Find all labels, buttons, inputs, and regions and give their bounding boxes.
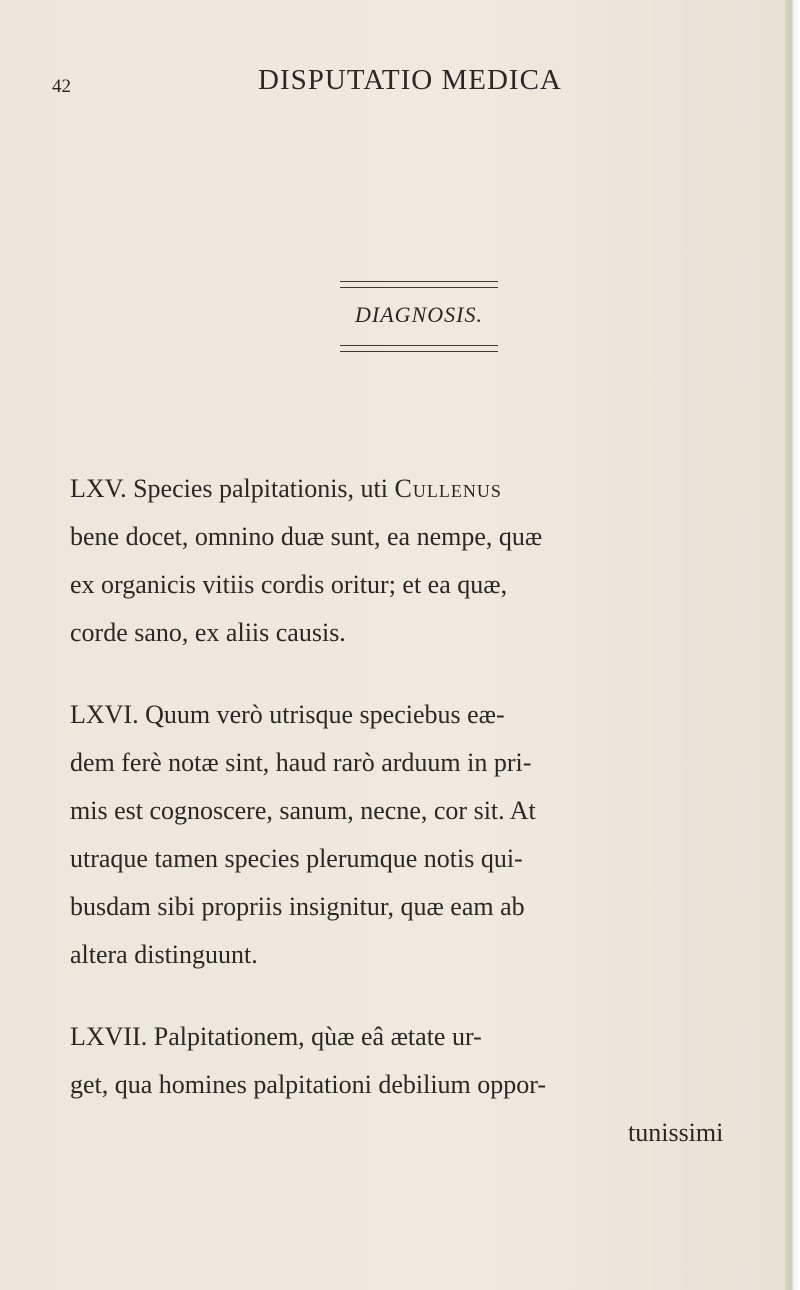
paragraph-lxv-line-1 (70, 474, 502, 504)
page-edge (785, 0, 800, 1290)
paragraph-lxv-line-1-text: LXV. Species palpitationis, uti (70, 474, 395, 503)
title-rule-bottom-inner (340, 345, 498, 346)
paragraph-lxvii-line-2: get, qua homines palpitationi debilium oppor- (70, 1070, 547, 1099)
paragraph-lxvi-line-2: dem ferè notæ sint, haud rarò arduum in pri- (70, 748, 532, 777)
title-rule-top (340, 281, 498, 282)
paragraph-lxvi-line-4: utraque tamen species plerumque notis qui- (70, 844, 523, 873)
paragraph-lxvii-line-1: LXVII. Palpitationem, qùæ eâ ætate ur- (70, 1022, 482, 1051)
paragraph-lxvi-line-1: LXVI. Quum verò utrisque speciebus eæ- (70, 700, 505, 729)
catchword: tunissimi (628, 1118, 724, 1147)
paragraph-lxv-line-4: corde sano, ex aliis causis. (70, 618, 346, 647)
paragraph-lxv-line-3: ex organicis vitiis cordis oritur; et ea quæ, (70, 570, 508, 599)
paragraph-lxvi-line-6: altera distinguunt. (70, 940, 258, 969)
author-name-cullenus: Cullenus (394, 474, 502, 503)
running-head: DISPUTATIO MEDICA (258, 64, 562, 96)
paragraph-lxvi-line-5: busdam sibi propriis insignitur, quæ eam ab (70, 892, 525, 921)
paragraph-lxvi-line-3: mis est cognoscere, sanum, necne, cor sit. At (70, 796, 536, 825)
section-title: DIAGNOSIS. (355, 302, 483, 327)
page-number: 42 (52, 76, 71, 97)
paragraph-lxv-line-2: bene docet, omnino duæ sunt, ea nempe, quæ (70, 522, 543, 551)
title-rule-top-inner (340, 287, 498, 288)
title-rule-bottom (340, 351, 498, 352)
